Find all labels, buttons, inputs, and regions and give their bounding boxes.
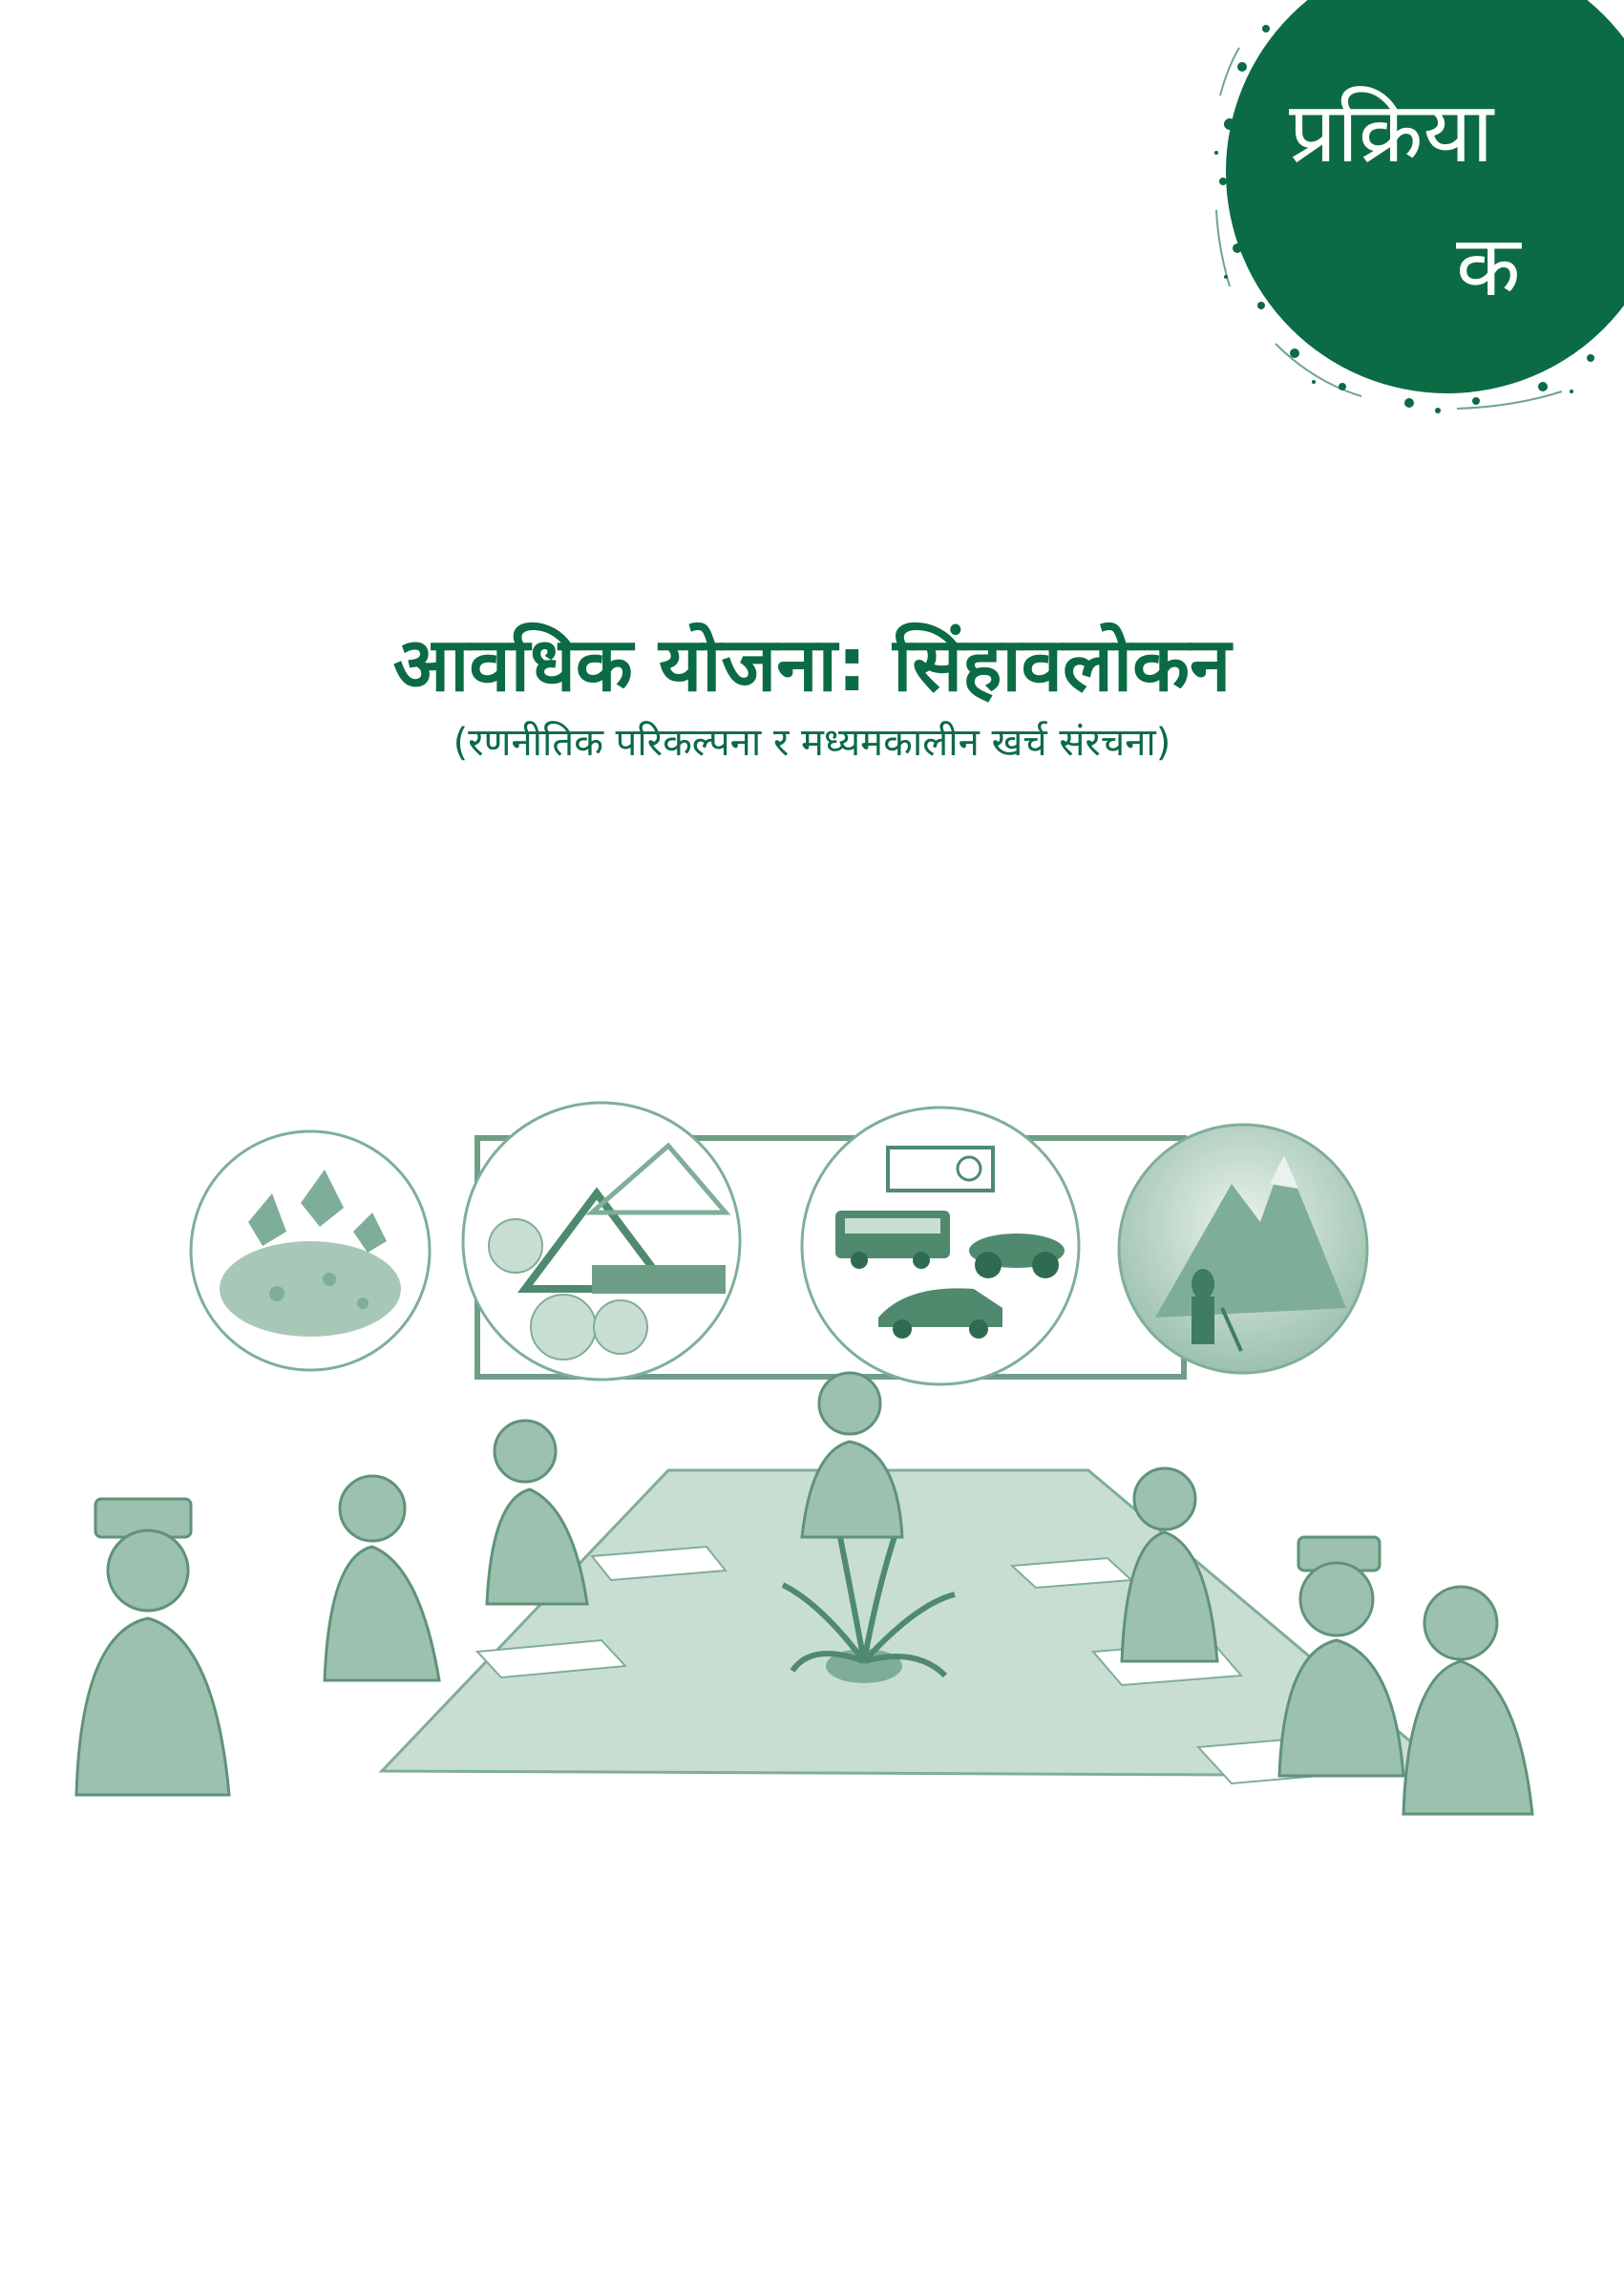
badge-label-line2: क [1456,217,1521,315]
meeting-illustration [57,1088,1585,1833]
minerals-circle-icon [191,1131,430,1370]
chapter-badge [1171,0,1624,430]
page-title: आवधिक योजना: सिंहावलोकन [392,622,1232,708]
badge-label-line1: प्रक्रिया [1289,83,1494,181]
infrastructure-circle-icon [463,1103,740,1380]
meeting-scene-image [57,1088,1585,1833]
person-presenter [802,1373,902,1537]
person-right-3 [1403,1587,1532,1814]
person-left-1 [487,1421,587,1604]
tourism-circle-icon [1119,1125,1367,1373]
page-subtitle: (रणनीतिक परिकल्पना र मध्यमकालीन खर्च संरचना) [453,721,1171,765]
transport-circle-icon [802,1107,1079,1384]
badge-circle [1171,0,1624,430]
person-right-1 [1122,1468,1217,1661]
person-left-2 [325,1476,439,1680]
person-left-3 [76,1499,229,1795]
